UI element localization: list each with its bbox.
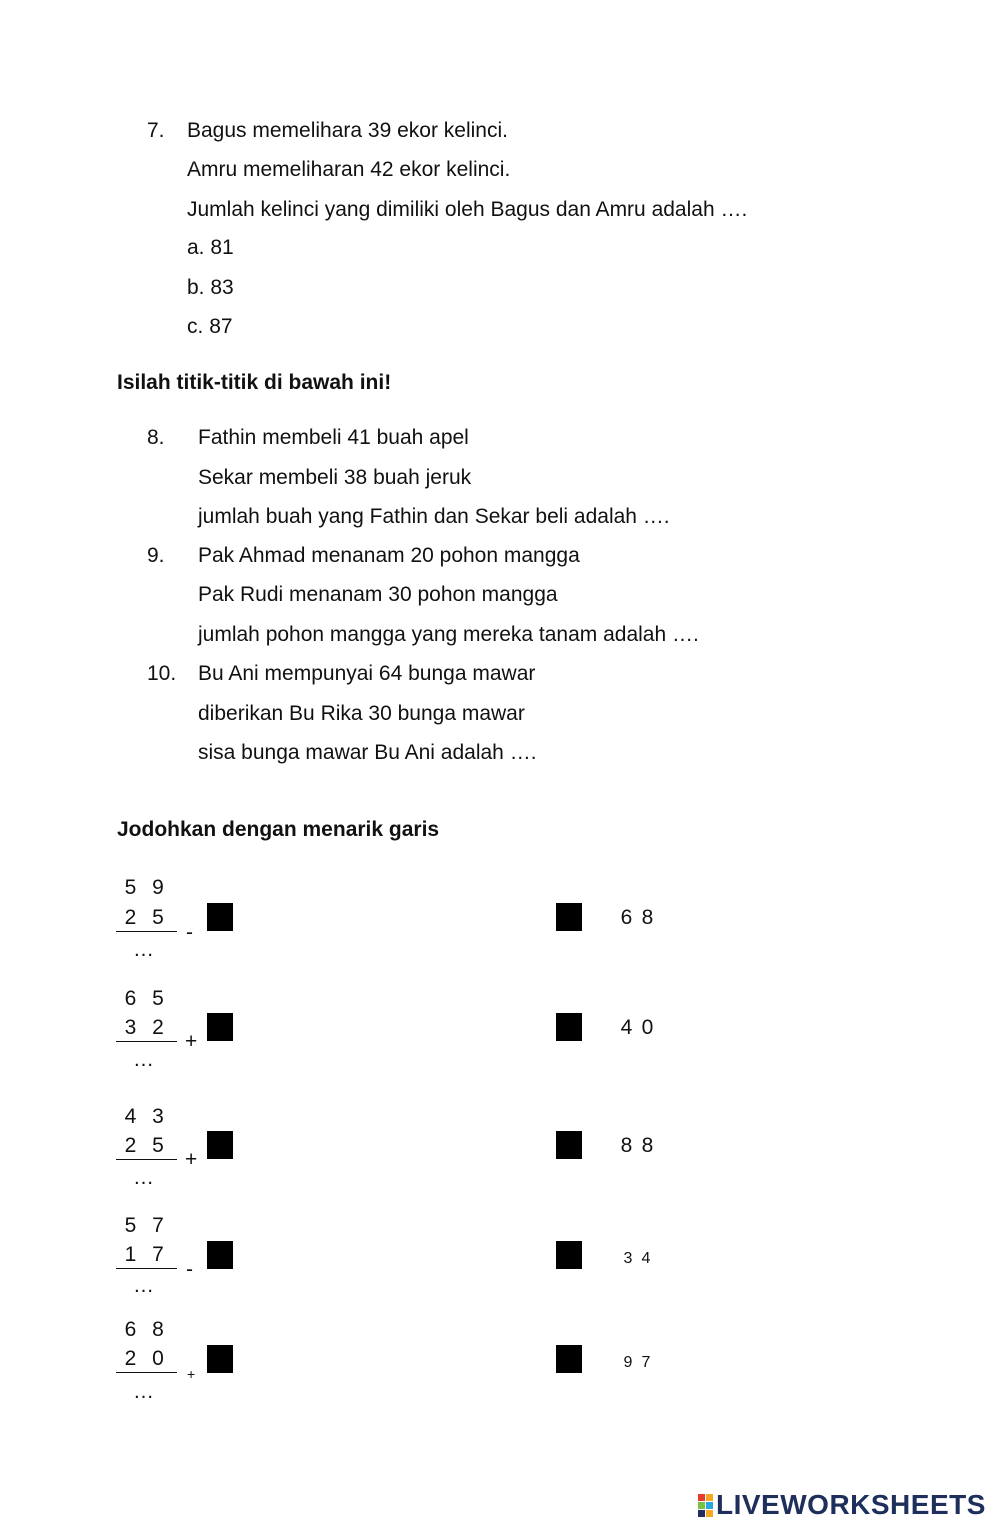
result-placeholder: … (133, 1274, 154, 1297)
answer-number (619, 1016, 655, 1040)
top-number (121, 1318, 170, 1342)
sum-line (116, 1268, 177, 1269)
digit: 4 (124, 1105, 137, 1128)
answer-number (622, 1354, 652, 1372)
option-b (187, 276, 234, 300)
logo-cell (698, 1502, 705, 1509)
question-number: 8. (147, 426, 165, 449)
digit: 9 (152, 876, 164, 899)
match-dot-left[interactable] (207, 1345, 233, 1373)
top-number (121, 1214, 170, 1238)
digit: 5 (152, 1134, 164, 1157)
result-placeholder: … (133, 1166, 154, 1189)
operator: + (185, 1148, 198, 1171)
digit: 8 (641, 906, 654, 929)
bottom-number (121, 906, 170, 930)
digit: 5 (152, 987, 164, 1010)
digit: 4 (641, 1250, 651, 1267)
logo-text: LIVEWORKSHEETS (716, 1489, 986, 1520)
option-value: 83 (210, 276, 234, 299)
digit: 2 (124, 1134, 137, 1157)
sum-line (116, 1041, 177, 1042)
section-heading-fill: Isilah titik-titik di bawah ini! (117, 371, 392, 394)
logo-cell (698, 1494, 705, 1501)
digit: 7 (152, 1214, 164, 1237)
top-number (121, 1105, 170, 1129)
result-placeholder: … (133, 938, 154, 961)
operator: - (186, 1258, 193, 1281)
result-placeholder: … (133, 1048, 154, 1071)
question-number: 10. (147, 662, 177, 685)
digit: 8 (641, 1134, 654, 1157)
answer-number (619, 906, 655, 930)
bottom-number (121, 1134, 170, 1158)
question-line: Pak Rudi menanam 30 pohon mangga (198, 583, 558, 606)
question-line: Bagus memelihara 39 ekor kelinci. (187, 119, 508, 142)
logo-cell (698, 1510, 705, 1517)
option-letter: c. (187, 315, 204, 338)
operator: + (187, 1366, 196, 1382)
digit: 4 (620, 1016, 633, 1039)
result-placeholder: … (133, 1380, 154, 1403)
sum-line (116, 931, 177, 932)
question-line: jumlah pohon mangga yang mereka tanam adalah …. (198, 623, 699, 646)
question-line: Fathin membeli 41 buah apel (198, 426, 469, 449)
sum-line (116, 1159, 177, 1160)
sum-line (116, 1372, 177, 1373)
digit: 0 (152, 1347, 164, 1370)
option-value: 81 (210, 236, 234, 259)
question-line: Bu Ani mempunyai 64 bunga mawar (198, 662, 536, 685)
answer-number (619, 1134, 655, 1158)
section-heading-match: Jodohkan dengan menarik garis (117, 818, 440, 841)
liveworksheets-logo (698, 1490, 986, 1520)
option-letter: b. (187, 276, 205, 299)
top-number (121, 876, 170, 900)
digit: 7 (152, 1243, 164, 1266)
question-line: Jumlah kelinci yang dimiliki oleh Bagus dan Amru adalah …. (187, 198, 748, 221)
question-line: Amru memeliharan 42 ekor kelinci. (187, 158, 511, 181)
option-a (187, 236, 234, 260)
question-line: Pak Ahmad menanam 20 pohon mangga (198, 544, 580, 567)
top-number (121, 987, 170, 1011)
bottom-number (121, 1243, 170, 1267)
digit: 7 (641, 1354, 651, 1371)
question-number: 7. (147, 119, 165, 142)
bottom-number (121, 1347, 170, 1371)
question-line: sisa bunga mawar Bu Ani adalah …. (198, 741, 537, 764)
logo-cell (706, 1510, 713, 1517)
digit: 6 (124, 1318, 137, 1341)
digit: 5 (124, 1214, 137, 1237)
logo-grid-icon (698, 1494, 713, 1517)
question-line: Sekar membeli 38 buah jeruk (198, 466, 472, 489)
question-line: diberikan Bu Rika 30 bunga mawar (198, 702, 525, 725)
match-dot-right[interactable] (556, 1131, 582, 1159)
option-letter: a. (187, 236, 205, 259)
digit: 2 (124, 906, 137, 929)
digit: 3 (623, 1250, 633, 1267)
question-line: jumlah buah yang Fathin dan Sekar beli adalah …. (198, 505, 670, 528)
digit: 1 (124, 1243, 137, 1266)
question-number: 9. (147, 544, 165, 567)
digit: 8 (620, 1134, 633, 1157)
option-c (187, 315, 233, 339)
option-value: 87 (209, 315, 233, 338)
match-dot-left[interactable] (207, 1131, 233, 1159)
match-dot-right[interactable] (556, 1345, 582, 1373)
digit: 5 (124, 876, 137, 899)
match-dot-left[interactable] (207, 1013, 233, 1041)
match-dot-left[interactable] (207, 903, 233, 931)
match-dot-right[interactable] (556, 903, 582, 931)
digit: 9 (623, 1354, 633, 1371)
bottom-number (121, 1016, 170, 1040)
digit: 6 (620, 906, 633, 929)
digit: 8 (152, 1318, 164, 1341)
digit: 0 (641, 1016, 654, 1039)
digit: 2 (152, 1016, 164, 1039)
operator: - (186, 921, 193, 944)
digit: 5 (152, 906, 164, 929)
digit: 6 (124, 987, 137, 1010)
logo-cell (706, 1502, 713, 1509)
match-dot-right[interactable] (556, 1013, 582, 1041)
digit: 2 (124, 1347, 137, 1370)
match-dot-left[interactable] (207, 1241, 233, 1269)
answer-number (622, 1250, 652, 1268)
digit: 3 (152, 1105, 164, 1128)
match-dot-right[interactable] (556, 1241, 582, 1269)
operator: + (185, 1030, 198, 1053)
digit: 3 (124, 1016, 137, 1039)
logo-cell (706, 1494, 713, 1501)
